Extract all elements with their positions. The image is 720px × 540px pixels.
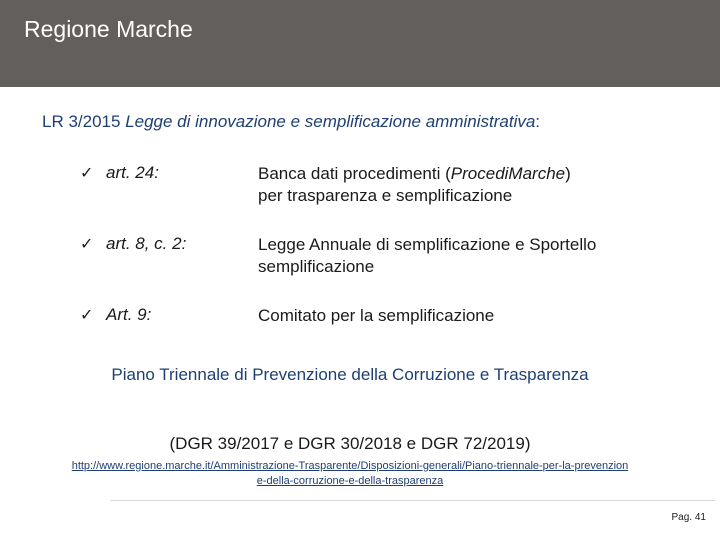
article-desc-text: Legge Annuale di semplificazione e Sportello semplificazione	[258, 235, 597, 276]
article-description	[258, 305, 598, 327]
article-desc-italic: ProcediMarche	[450, 164, 566, 183]
slide-title: Regione Marche	[24, 16, 193, 42]
article-label: Art. 9:	[106, 305, 152, 324]
article-description	[258, 234, 598, 278]
dgr-references: (DGR 39/2017 e DGR 30/2018 e DGR 72/2019)	[169, 434, 531, 453]
checkmark-icon: ✓	[80, 307, 94, 324]
piano-triennale-heading: Piano Triennale di Prevenzione della Corruzione e Trasparenza	[111, 365, 589, 384]
checkmark-icon: ✓	[80, 236, 94, 253]
article-description	[258, 163, 598, 207]
footer-divider	[110, 500, 715, 501]
title-bar	[0, 0, 720, 87]
law-title: Legge di innovazione e semplificazione amministrativa	[125, 112, 536, 131]
law-heading	[42, 112, 540, 132]
law-code: LR 3/2015	[42, 112, 126, 131]
article-label: art. 24:	[106, 163, 159, 182]
trasparenza-link[interactable]: http://www.regione.marche.it/Amministrazione-Trasparente/Disposizioni-generali/Piano-triennale-per-la-prevenzione-della-corruzione-e-della-trasparenza	[71, 460, 629, 487]
page-number: Pag. 41	[671, 512, 706, 523]
article-desc-text-end: ) per trasparenza e semplificazione	[258, 164, 571, 205]
checkmark-icon: ✓	[80, 165, 94, 182]
article-desc-text: Comitato per la semplificazione	[258, 306, 495, 325]
article-desc-text: Banca dati procedimenti (	[258, 164, 451, 183]
article-label: art. 8, c. 2:	[106, 234, 187, 253]
law-suffix: :	[535, 112, 541, 131]
